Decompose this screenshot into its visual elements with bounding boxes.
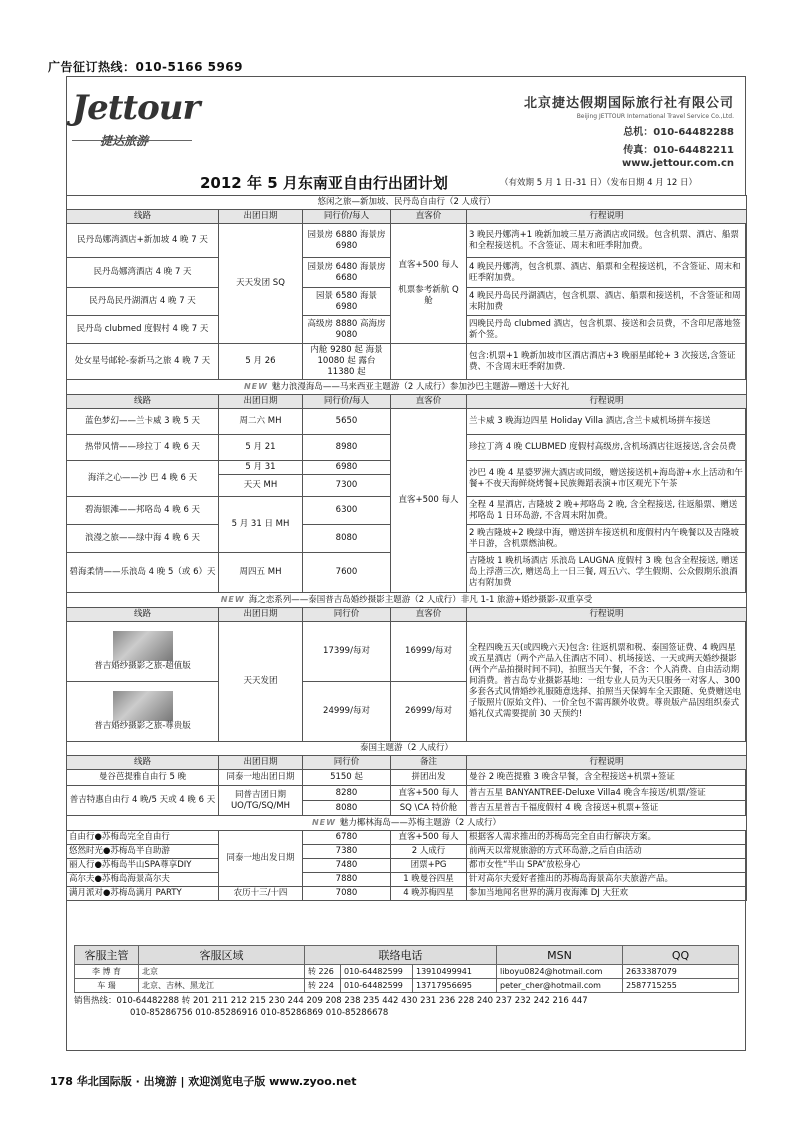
logo-underline	[72, 140, 192, 141]
table-row	[67, 831, 747, 845]
flight-note: 机票参考新航 Q 舱	[398, 285, 459, 306]
col-header: 出团日期	[219, 756, 303, 770]
desc-cell: 2 晚吉隆坡+2 晚绿中海，赠送拼车接送机和度假村内午晚餐以及吉隆坡半日游，含机票燃油税。	[467, 525, 747, 553]
contact-mobile: 13910499941	[413, 965, 497, 979]
col-header: 出团日期	[219, 210, 303, 224]
contact-mobile: 13717956695	[413, 979, 497, 993]
contact-region: 北京	[139, 965, 305, 979]
route-cell: 浪漫之旅——绿中海 4 晚 6 天	[67, 525, 219, 553]
table-row	[67, 859, 747, 873]
col-header: 线路	[67, 756, 219, 770]
table-header	[67, 756, 747, 770]
desc-cell: 珍拉丁湾 4 晚 CLUBMED 度假村高级房,含机场酒店往返接送,含会员费	[467, 435, 747, 461]
route-cell: 曼谷芭提雅自由行 5 晚	[67, 770, 219, 786]
route-cell: 民丹岛 clubmed 度假村 4 晚 7 天	[67, 316, 219, 344]
date-cell: 天天发团	[219, 622, 303, 742]
sales-hotline	[74, 995, 588, 1019]
new-badge: NEW	[243, 382, 268, 391]
note-cell: SQ \CA 特价舱	[391, 801, 467, 816]
section-title-text: 魅力浪漫海岛——马来西亚主题游（2 人成行）参加沙巴主题游—赠送十大好礼	[271, 382, 570, 392]
price-cell: 园景房 6880 海景房 6980	[303, 224, 391, 258]
price-cell: 5650	[303, 409, 391, 435]
col-header: 客服区域	[139, 946, 305, 965]
col-header: QQ	[623, 946, 739, 965]
company-name-cn: 北京捷达假期国际旅行社有限公司	[523, 96, 734, 111]
desc-cell: 吉隆坡 1 晚机场酒店 乐浪岛 LAUGNA 度假村 3 晚 包含全程接送, 赠送岛上浮潜三次, 赠送岛上一日三餐, 周五\六、学生假期、公众假期乐浪酒店有附加费	[467, 553, 747, 593]
col-header: 同行价	[303, 608, 391, 622]
note-cell: 直客+500 每人	[391, 831, 467, 845]
route-cell: 满月派对●苏梅岛满月 PARTY	[67, 887, 219, 901]
note-cell: 2 人成行	[391, 845, 467, 859]
route-cell: 热带风情——珍拉丁 4 晚 6 天	[67, 435, 219, 461]
contact-ext: 转 224	[305, 979, 341, 993]
route-cell: 普吉特惠自由行 4 晚/5 天或 4 晚 6 天	[67, 786, 219, 816]
col-header: 线路	[67, 395, 219, 409]
price-cell: 6300	[303, 497, 391, 525]
route-cell: 民丹岛娜湾酒店 4 晚 7 天	[67, 258, 219, 288]
contact-qq: 2633387079	[623, 965, 739, 979]
contact-header	[75, 946, 739, 965]
col-header: 直客价	[391, 210, 467, 224]
desc-cell: 兰卡威 3 晚海边四星 Holiday Villa 酒店,含兰卡威机场拼车接送	[467, 409, 747, 435]
col-header: 行程说明	[467, 395, 747, 409]
col-header: 直客价	[391, 395, 467, 409]
date-cell: 5 月 21	[219, 435, 303, 461]
price-cell: 17399/每对	[303, 622, 391, 682]
price-cell: 7480	[303, 859, 391, 873]
tour-plan-table	[66, 195, 747, 901]
col-header: 同行价/每人	[303, 210, 391, 224]
desc-cell: 3 晚民丹娜湾+1 晚新加坡三星万斋酒店或同级。包含机票、酒店、船票和全程接送机。不含签证、周末和旺季附加费。	[467, 224, 747, 258]
price-cell: 8080	[303, 525, 391, 553]
page-footer: 178 华北国际版 · 出境游 | 欢迎浏览电子版 www.zyoo.net	[50, 1075, 357, 1088]
desc-cell: 普吉五星普吉千福度假村 4 晚 含接送+机票+签证	[467, 801, 747, 816]
route-cell: 海洋之心——沙 巴 4 晚 6 天	[67, 461, 219, 497]
desc-cell: 4 晚民丹娜湾，包含机票、酒店、船票和全程接送机，不含签证、周末和旺季附加费。	[467, 258, 747, 288]
route-cell: 民丹岛民丹湖酒店 4 晚 7 天	[67, 288, 219, 316]
desc-cell: 参加当地闻名世界的满月夜海滩 DJ 大狂欢	[467, 887, 747, 901]
route-name: 普吉婚纱摄影之旅-超值版	[94, 661, 191, 671]
company-tel: 总机：010-64482288	[623, 127, 734, 138]
note-cell: 1 晚曼谷四星	[391, 873, 467, 887]
price-cell: 8280	[303, 786, 391, 801]
price-cell: 7380	[303, 845, 391, 859]
col-header: 出团日期	[219, 395, 303, 409]
table-row	[67, 786, 747, 801]
contact-name: 李 博 育	[75, 965, 139, 979]
contact-row	[75, 965, 739, 979]
desc-cell: 包含:机票+1 晚新加坡市区酒店酒店+3 晚丽星邮轮+ 3 次接送,含签证费、不含周末旺季附加费.	[467, 344, 747, 380]
title-validity: （有效期 5 月 1 日-31 日）（发布日期 4 月 12 日）	[500, 178, 697, 188]
col-header: 备注	[391, 756, 467, 770]
route-cell	[67, 622, 219, 682]
price-cell: 园景房 6480 海景房 6680	[303, 258, 391, 288]
col-header: 出团日期	[219, 608, 303, 622]
desc-cell: 前两天以常规旅游的方式环岛游,之后自由活动	[467, 845, 747, 859]
date-cell: 5 月 31 日 MH	[219, 497, 303, 553]
desc-cell: 四晚民丹岛 clubmed 酒店，包含机票、接送和会员费，不含印尼落地签新个签。	[467, 316, 747, 344]
table-header	[67, 210, 747, 224]
col-header: 同行价/每人	[303, 395, 391, 409]
company-fax: 传真：010-64482211	[623, 145, 734, 156]
contact-name: 车 瑞	[75, 979, 139, 993]
wedding-photo	[113, 691, 173, 721]
table-row	[67, 770, 747, 786]
desc-cell: 沙巴 4 晚 4 星婆罗洲大酒店或同级，赠送接送机+海岛游+水上活动和午餐+不夜天海鲜烧烤餐+民族舞蹈表演+市区观光下午茶	[467, 461, 747, 497]
wedding-photo	[113, 631, 173, 661]
col-header: 行程说明	[467, 608, 747, 622]
note-cell: 拼团出发	[391, 770, 467, 786]
date-cell: 5 月 26	[219, 344, 303, 380]
price-cell: 7880	[303, 873, 391, 887]
col-header: 行程说明	[467, 756, 747, 770]
company-name-en: Beijing JETTOUR International Travel Service Co.,Ltd.	[576, 113, 734, 120]
price-cell: 6980	[303, 461, 391, 475]
contact-msn[interactable]: liboyu0824@hotmail.com	[497, 965, 623, 979]
route-name: 普吉婚纱摄影之旅-尊贵版	[94, 721, 191, 731]
section-title: 泰国主题游（2 人成行）	[67, 742, 747, 756]
route-cell: 悠然时光●苏梅岛半自助游	[67, 845, 219, 859]
price-cell: 5150 起	[303, 770, 391, 786]
direct-price: 直客+500 每人	[398, 260, 459, 270]
price-cell: 高级房 8880 高海房 9080	[303, 316, 391, 344]
direct-cell: 26999/每对	[391, 682, 467, 742]
col-header: MSN	[497, 946, 623, 965]
route-cell: 碧海柔情——乐浪岛 4 晚 5（或 6）天	[67, 553, 219, 593]
price-cell: 24999/每对	[303, 682, 391, 742]
direct-cell: 直客+500 每人	[391, 409, 467, 593]
date-cell: 同泰一地出团日期	[219, 770, 303, 786]
company-info	[524, 92, 734, 169]
price-cell: 园景 6580 海景 6980	[303, 288, 391, 316]
col-header: 联络电话	[305, 946, 497, 965]
desc-cell: 普吉五星 BANYANTREE-Deluxe Villa4 晚含车接送/机票/签证	[467, 786, 747, 801]
sales-line: 010-85286756 010-85286916 010-85286869 010-85286678	[130, 1008, 389, 1018]
date-cell: 5 月 31	[219, 461, 303, 475]
route-cell: 处女星号邮轮-泰新马之旅 4 晚 7 天	[67, 344, 219, 380]
price-cell: 7600	[303, 553, 391, 593]
section-title	[67, 816, 747, 831]
contact-ext: 转 226	[305, 965, 341, 979]
table-header	[67, 608, 747, 622]
note-cell: 4 晚苏梅四星	[391, 887, 467, 901]
date-cell: 农历十三/十四	[219, 887, 303, 901]
desc-cell: 4 晚民丹岛民丹湖酒店，包含机票、酒店、船票和接送机，不含签证和周末附加费	[467, 288, 747, 316]
logo-wordmark: Jettour	[72, 88, 200, 128]
section-title: 悠闲之旅—新加坡、民丹岛自由行（2 人成行）	[67, 196, 747, 210]
table-row	[67, 622, 747, 682]
route-cell: 高尔夫●苏梅岛海景高尔夫	[67, 873, 219, 887]
table-row	[67, 845, 747, 859]
date-cell: 同普吉团日期 UO/TG/SQ/MH	[219, 786, 303, 816]
note-cell: 直客+500 每人	[391, 786, 467, 801]
table-row	[67, 873, 747, 887]
table-header	[67, 395, 747, 409]
price-cell: 8080	[303, 801, 391, 816]
new-badge: NEW	[220, 595, 245, 604]
new-badge: NEW	[311, 818, 336, 827]
page-title: 2012 年 5 月东南亚自由行出团计划	[200, 174, 448, 192]
date-cell: 周四五 MH	[219, 553, 303, 593]
contact-table	[74, 945, 739, 993]
col-header: 客服主管	[75, 946, 139, 965]
company-url[interactable]: www.jettour.com.cn	[621, 158, 734, 169]
col-header: 行程说明	[467, 210, 747, 224]
desc-cell: 全程 4 星酒店, 吉隆坡 2 晚+邦咯岛 2 晚, 含全程接送, 往返船票、赠送邦咯岛 1 日环岛游, 不含周末附加费。	[467, 497, 747, 525]
route-cell: 自由行●苏梅岛完全自由行	[67, 831, 219, 845]
desc-cell: 根据客人需求推出的苏梅岛完全自由行解决方案。	[467, 831, 747, 845]
desc-cell: 曼谷 2 晚芭提雅 3 晚含早餐，含全程接送+机票+签证	[467, 770, 747, 786]
route-cell: 碧海银滩——邦咯岛 4 晚 6 天	[67, 497, 219, 525]
section-title	[67, 593, 747, 608]
section-title-text: 海之恋系列——泰国普吉岛婚纱摄影主题游（2 人成行）非凡 1-1 旅游+婚纱摄影-双重享受	[248, 595, 593, 605]
table-row	[67, 409, 747, 435]
price-cell: 内舱 9280 起 海景 10080 起 露台 11380 起	[303, 344, 391, 380]
contact-tel: 010-64482599	[341, 965, 413, 979]
desc-cell: 针对高尔夫爱好者推出的苏梅岛海景高尔夫旅游产品。	[467, 873, 747, 887]
col-header: 线路	[67, 210, 219, 224]
section-title-text: 魅力椰林海岛——苏梅主题游（2 人成行）	[339, 818, 502, 828]
table-row	[67, 344, 747, 380]
route-cell	[67, 682, 219, 742]
col-header: 同行价	[303, 756, 391, 770]
section-title	[67, 380, 747, 395]
col-header: 线路	[67, 608, 219, 622]
table-row	[67, 887, 747, 901]
contact-row	[75, 979, 739, 993]
date-cell: 天天 MH	[219, 475, 303, 497]
route-cell: 民丹岛娜湾酒店+新加坡 4 晚 7 天	[67, 224, 219, 258]
desc-cell: 都市女性“半山 SPA”放松身心	[467, 859, 747, 873]
contact-tel: 010-64482599	[341, 979, 413, 993]
contact-qq: 2587715255	[623, 979, 739, 993]
logo-subtitle: 捷达旅游	[100, 134, 149, 148]
sales-line: 销售热线：010-64482288 转 201 211 212 215 230 244 209 208 238 235 442 430 231 236 228 240 237 232 242 216 447	[74, 996, 588, 1006]
jettour-logo	[72, 88, 222, 150]
date-cell: 天天发团 SQ	[219, 224, 303, 344]
direct-cell	[391, 344, 467, 380]
route-cell: 丽人行●苏梅岛半山SPA尊享DIY	[67, 859, 219, 873]
route-cell: 蓝色梦幻——兰卡威 3 晚 5 天	[67, 409, 219, 435]
direct-cell: 16999/每对	[391, 622, 467, 682]
date-cell: 周二六 MH	[219, 409, 303, 435]
ad-hotline: 广告征订热线：010-5166 5969	[48, 60, 244, 74]
contact-msn[interactable]: peter_cher@hotmail.com	[497, 979, 623, 993]
price-cell: 7080	[303, 887, 391, 901]
date-cell: 同泰一地出发日期	[219, 831, 303, 887]
price-cell: 7300	[303, 475, 391, 497]
note-cell: 团票+PG	[391, 859, 467, 873]
price-cell: 6780	[303, 831, 391, 845]
desc-cell: 全程四晚五天(或四晚六天)包含: 往返机票和税、泰国签证费、4 晚四星或五星酒店（两个产品入住酒店不同）、机场接送、一天或两天婚纱摄影(两个产品拍摄时间不同)，拍照当天午餐，不含：个人消费、自由活动期间消费。普吉岛专业摄影基地：一组专业人员为天只服务一对客人、300 多套各式风情婚纱礼服随意选择、拍照当天保姆车全天跟随、免费赠送电子版照片(原始文件)、一价全包不需再额外收费。尊贵版产品因组织泰式婚礼仪式需要提前 30 天预约!	[467, 622, 747, 742]
price-cell: 8980	[303, 435, 391, 461]
contact-region: 北京、吉林、黑龙江	[139, 979, 305, 993]
table-row	[67, 224, 747, 258]
direct-cell	[391, 224, 467, 344]
col-header: 直客价	[391, 608, 467, 622]
